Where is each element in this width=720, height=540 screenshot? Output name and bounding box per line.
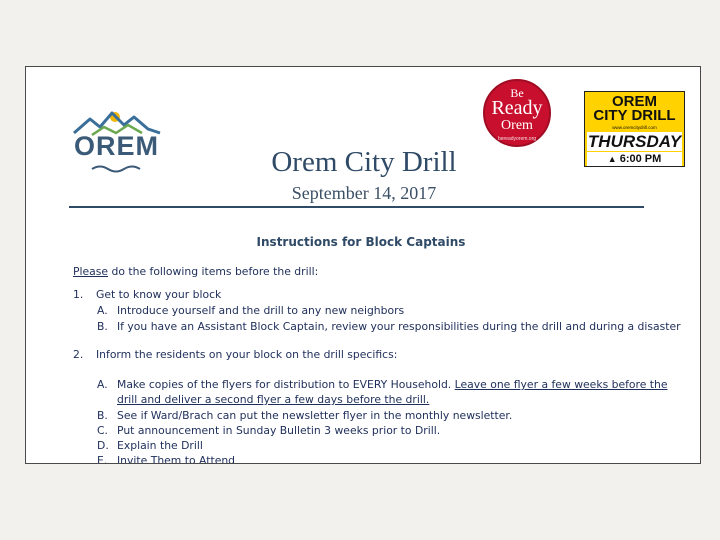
list-item-text: Get to know your block — [96, 288, 222, 301]
list-item-number: 1. — [73, 288, 84, 301]
sub-item-text: Put announcement in Sunday Bulletin 3 weeks prior to Drill. — [117, 424, 441, 437]
intro-rest: do the following items before the drill: — [108, 265, 319, 278]
be-ready-orem-badge — [483, 79, 551, 147]
sub-item-text: Explain the Drill — [117, 439, 203, 452]
sub-item-text-plain: Make copies of the flyers for distribution to EVERY Household. — [117, 378, 455, 391]
sub-item-letter: A. — [97, 378, 108, 391]
sub-item-text-underlined: drill and deliver a second flyer a few days before the drill. — [117, 393, 430, 406]
badge-line-orem: Orem — [501, 118, 533, 133]
section-heading: Instructions for Block Captains — [256, 235, 466, 249]
page-date: September 14, 2017 — [291, 183, 437, 203]
orem-wordmark: OREM — [74, 131, 159, 161]
list-item-number: 2. — [73, 348, 84, 361]
list-item-text: Inform the residents on your block on the drill specifics: — [96, 348, 398, 361]
person-icon: ▲ — [607, 154, 617, 164]
sub-item-letter: A. — [97, 304, 108, 317]
sub-item-text: If you have an Assistant Block Captain, review your responsibilities during the drill and during a disaster — [117, 320, 681, 333]
sign-line-city-drill: CITY DRILL — [593, 107, 676, 124]
intro-please: Please — [73, 265, 109, 278]
sub-item-letter: B. — [97, 409, 108, 422]
sub-item-letter: B. — [97, 320, 108, 333]
sub-item-text — [117, 378, 668, 391]
badge-line-be: Be — [510, 86, 524, 100]
page-title: Orem City Drill — [271, 146, 457, 178]
sub-item-text: See if Ward/Brach can put the newsletter flyer in the monthly newsletter. — [117, 409, 513, 422]
sub-item-text: Introduce yourself and the drill to any new neighbors — [117, 304, 405, 317]
sign-line-orem: OREM — [612, 93, 657, 110]
sign-time-text: 6:00 PM — [619, 153, 662, 165]
document-slide — [25, 66, 701, 464]
badge-line-ready: Ready — [491, 97, 543, 119]
sub-item-text-underlined: Leave one flyer a few weeks before the — [454, 378, 668, 391]
sub-item-letter: E. — [97, 454, 108, 464]
sub-item-letter: C. — [97, 424, 108, 437]
sub-item-text: Invite Them to Attend — [117, 454, 236, 464]
sign-day: THURSDAY — [587, 132, 682, 151]
sub-item-letter: D. — [97, 439, 109, 452]
badge-small-text: bereadyorem.org — [497, 136, 537, 142]
title-divider — [69, 206, 644, 208]
intro-line — [73, 265, 318, 278]
sign-url: www.oremcitydrill.com — [612, 125, 657, 130]
